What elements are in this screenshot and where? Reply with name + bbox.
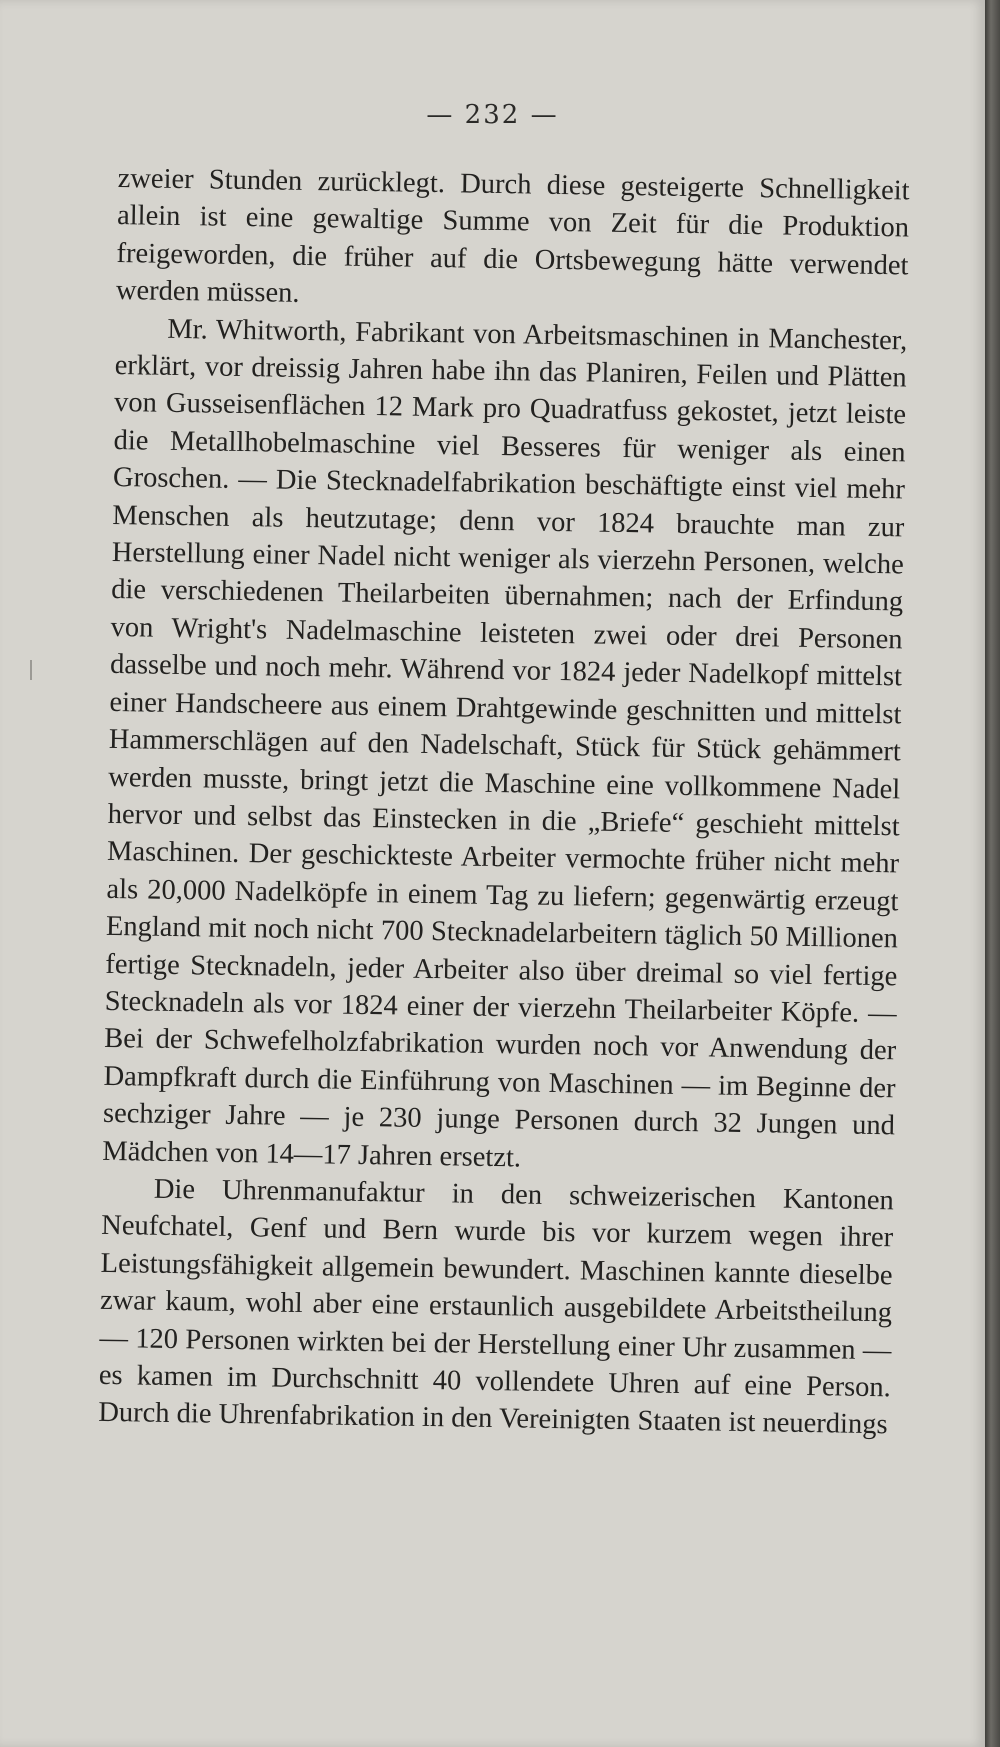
margin-mark xyxy=(30,660,32,680)
paragraph-continuation: zweier Stunden zurücklegt. Durch diese gesteigerte Schnelligkeit allein ist eine gewaltige Summe von Zeit für die Produktion freigeworden, die früher auf die Ortsbewegung hätte verwendet werden müssen. xyxy=(115,162,910,310)
page-number: — 232 — xyxy=(426,100,559,130)
book-edge xyxy=(985,0,1000,1747)
paragraph-whitworth: Mr. Whitworth, Fabrikant von Arbeitsmaschinen in Manchester, erklärt, vor dreissig Jahren habe ihn das Planiren, Feilen und Plätten von Gusseisenflächen 12 Mark pro Quadratfuss gekostet, jetzt leiste die Metallhobelmaschine viel Besseres für weniger als einen Groschen. — Die Stecknadelfabrikation beschäftigte einst viel mehr Menschen als heutzutage; denn vor 1824 brauchte man zur Herstellung einer Nadel nicht weniger als vierzehn Personen, welche die verschiedenen Theilarbeiten übernahmen; nach der Erfindung von Wright's Nadelmaschine leisteten zwei oder drei Personen dasselbe und noch mehr. Während vor 1824 jeder Nadelkopf mittelst einer Handscheere aus einem Drahtgewinde geschnitten und mittelst Hammerschlägen auf den Nadelschaft, Stück für Stück gehämmert werden musste, bringt jetzt die Maschine eine vollkommene Nadel hervor und selbst das Einstecken in die „Briefe“ geschieht mittelst Maschinen. Der geschickteste Arbeiter vermochte früher nicht mehr als 20,000 Nadelköpfe in einem Tag zu liefern; gegenwärtig erzeugt England mit noch nicht 700 Stecknadelarbeitern täglich 50 Millionen fertige Stecknadeln, jeder Arbeiter also über dreimal so viel fertige Stecknadeln als vor 1824 einer der vierzehn Theilarbeiter Köpfe. — Bei der Schwefelholzfabrikation wurden noch vor Anwendung der Dampfkraft durch die Einführung von Maschinen — im Beginne der sechziger Jahre — je 230 junge Personen durch 32 Jungen und Mädchen von 14—17 Jahren ersetzt. xyxy=(102,313,908,1174)
body-text xyxy=(98,160,910,1444)
paragraph-uhrenmanufaktur: Die Uhrenmanufaktur in den schweizerischen Kantonen Neufchatel, Genf und Bern wurde bis vor kurzem wegen ihrer Leistungsfähigkeit allgemein bewundert. Maschinen kannte dieselbe zwar kaum, wohl aber eine erstaunlich ausgebildete Arbeitstheilung — 120 Personen wirkten bei der Herstellung einer Uhr zusammen — es kamen im Durchschnitt 40 vollendete Uhren auf eine Person. Durch die Uhrenfabrikation in den Vereinigten Staaten ist neuerdings xyxy=(98,1173,894,1441)
